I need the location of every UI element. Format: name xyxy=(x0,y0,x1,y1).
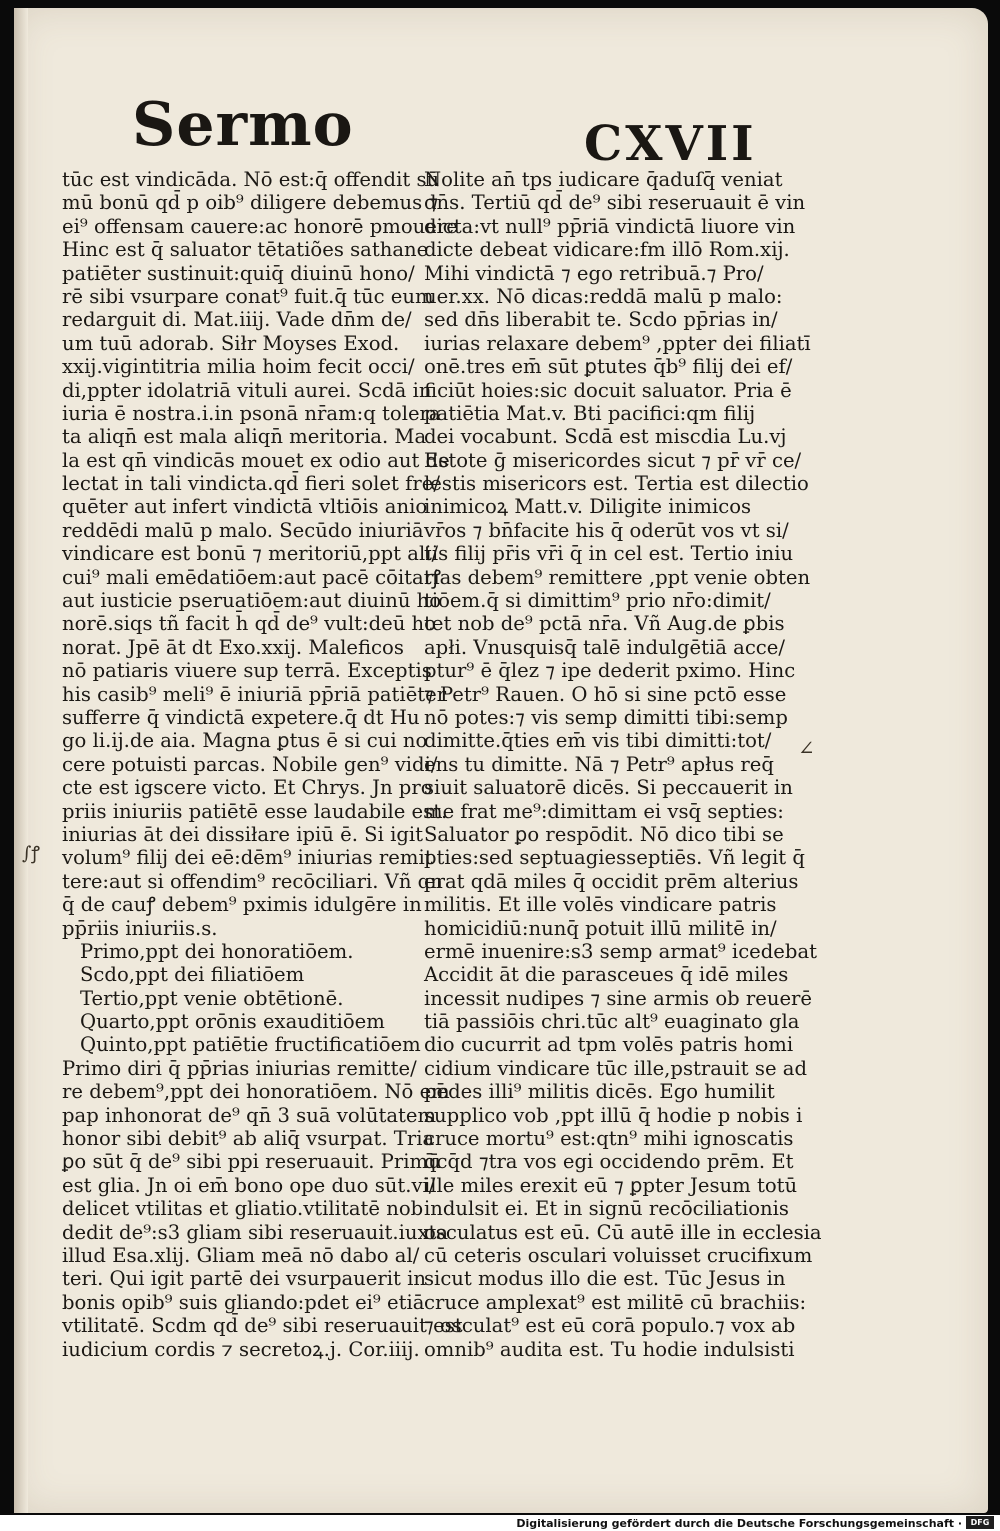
text-line: patiēter sustinuit:quiq̄ diuinū hono/ xyxy=(62,261,415,285)
text-line: cte est igscere victo. Et Chrys. Jn pro xyxy=(62,776,433,800)
text-line: pap inhonorat de⁹ qn̄ 3 suā volūtatem xyxy=(62,1103,437,1127)
text-line: sicut modus illo die est. Tūc Jesus in xyxy=(424,1267,786,1291)
text-line: go li.ij.de aia. Magna ꝑtus ē si cui no xyxy=(62,729,428,753)
text-line: Saluator ꝑo respōdit. Nō dico tibi se xyxy=(424,822,784,846)
text-line: erat qdā miles q̄ occidit prēm alterius xyxy=(424,869,799,893)
text-line: um tuū adorab. Siłr Moyses Exod. xyxy=(62,331,400,355)
text-line: osculatus est eū. Cū autē ille in ecclesia xyxy=(424,1220,822,1244)
text-line: sed dn̄s liberabit te. Scdo pp̄rias in/ xyxy=(424,308,778,332)
text-line: quēter aut infert vindictā vltiōis anio xyxy=(62,495,428,519)
text-line: aut iusticie pseruatiōem:aut diuinū ho xyxy=(62,589,442,613)
margin-note-right: ∠ xyxy=(798,736,815,760)
text-line: ⁊ Petr⁹ Rauen. O hō si sine pctō esse xyxy=(424,682,787,706)
book-page xyxy=(14,8,988,1513)
text-line: cidium vindicare tūc ille,pstrauit se ad xyxy=(424,1056,808,1080)
text-line: dimitte.q̄ties em̄ vis tibi dimitti:tot/ xyxy=(424,729,772,753)
text-line: iudicium cordis ⁊ secretoꝝ.j. Cor.iiij. xyxy=(62,1337,420,1361)
text-line: cere potuisti parcas. Nobile gen⁹ vidi/ xyxy=(62,752,438,776)
text-line: cū ceteris osculari voluisset crucifixum xyxy=(424,1243,813,1267)
text-line: illud Esa.xlij. Gliam meā nō dabo al/ xyxy=(62,1243,420,1267)
left-tail-text xyxy=(62,1056,463,1361)
text-line: tis filij pr̄is vr̄i q̄ in cel est. Tertio iniu xyxy=(424,542,794,566)
text-line: iuria ē nostra.i.in psonā nr̄am:q tolera xyxy=(62,401,441,425)
text-line: Primo diri q̄ pp̄rias iniurias remitte/ xyxy=(62,1056,417,1080)
text-line: Tertio,ppt venie obtētionē. xyxy=(80,986,344,1010)
text-line: ei⁹ offensam cauere:ac honorē pmouere xyxy=(62,214,458,238)
text-line: est glia. Jn oi em̄ bono ope duo sūt.vi/ xyxy=(62,1173,436,1197)
text-line: iniurias āt dei dissiłare ipiū ē. Si igit xyxy=(62,822,424,846)
text-line: militis. Et ille volēs vindicare patris xyxy=(424,893,777,917)
text-line: redarguit di. Mat.iiij. Vade dn̄m de/ xyxy=(62,308,412,332)
left-enumerated-list xyxy=(62,939,421,1057)
text-line: dedit de⁹:s3 gliam sibi reseruauit.iuxta xyxy=(62,1220,449,1244)
text-line: bonis opib⁹ suis gliando:pdet ei⁹ etiā xyxy=(62,1290,425,1314)
text-line: vr̄os ⁊ bn̄facite his q̄ oderūt vos vt si/ xyxy=(424,518,789,542)
text-line: nō potes:⁊ vis semp dimitti tibi:semp xyxy=(424,705,788,729)
text-line: cruce mortu⁹ est:qtn⁹ mihi ignoscatis xyxy=(424,1127,794,1151)
text-line: dio cucurrit ad tpm volēs patris homi xyxy=(424,1033,794,1057)
text-line: tūc est vindicāda. Nō est:q̄ offendit sū xyxy=(62,168,440,191)
text-line: q̄ de cauꝭ debem⁹ pximis idulgēre in xyxy=(62,893,422,917)
text-line: patiētia Mat.v. Bti pacifici:qm filij xyxy=(424,401,756,425)
text-line: Nolite an̄ tps iudicare q̄aduſq̄ veniat xyxy=(424,168,783,191)
text-line: vindicare est bonū ⁊ meritoriū,ppt ali/ xyxy=(62,542,439,566)
text-line: indulsit ei. Et in signū recōciliationis xyxy=(424,1197,789,1221)
text-line: homicidiū:nunq̄ potuit illū militē in/ xyxy=(424,916,777,940)
text-line: pp̄riis iniuriis.s. xyxy=(62,916,218,940)
text-line: Hinc est q̄ saluator tētatiões sathane xyxy=(62,238,429,262)
text-line: lestis misericors est. Tertia est dilectio xyxy=(424,472,809,496)
text-line: ermē inuenire:s3 semp armat⁹ icedebat xyxy=(424,939,818,963)
dfg-logo: DFG xyxy=(966,1516,994,1529)
text-line: vtilitatē. Scdm qd̄ de⁹ sibi reseruauit est xyxy=(62,1314,463,1338)
text-line: re debem⁹,ppt dei honoratiōem. Nō em̄ xyxy=(62,1080,450,1104)
text-line: me frat me⁹:dimittam ei vsq̄ septies: xyxy=(424,799,784,823)
text-line: dei vocabunt. Scdā est miscdia Lu.vj xyxy=(424,425,787,449)
text-line: Scdo,ppt dei filiatiōem xyxy=(80,963,305,987)
text-line: ta aliqn̄ est mala aliqn̄ meritoria. Ma xyxy=(62,425,427,449)
text-line: siuit saluatorē dicēs. Si peccauerit in xyxy=(424,776,793,800)
text-line: Quinto,ppt patiētie fructificatiōem xyxy=(80,1033,421,1057)
text-line: honor sibi debit⁹ ab aliq̄ vsurpat. Tria xyxy=(62,1127,435,1151)
text-line: norē.siqs tñ facit h̄ qd̄ de⁹ vult:deū ho xyxy=(62,612,436,636)
text-line: uer.xx. Nō dicas:reddā malū p malo: xyxy=(424,284,783,308)
text-line: pties:sed septuagiesseptiēs. Vñ legit q̄ xyxy=(424,846,805,870)
text-line: ens tu dimitte. Nā ⁊ Petr⁹ apłus req̄ xyxy=(424,752,774,776)
text-line: cui⁹ mali emēdatiōem:aut pacē cōitatꝭ xyxy=(62,565,441,589)
text-line: lectat in tali vindicta.qd̄ fieri solet fre/ xyxy=(62,472,440,496)
text-line: Quarto,ppt orōnis exauditiōem xyxy=(80,1010,385,1034)
text-line: tiōem.q̄ si dimittim⁹ prio nr̄o:dimit/ xyxy=(424,589,771,613)
running-header-left: Sermo xyxy=(132,90,354,160)
text-line: supplico vob ,ppt illū q̄ hodie p nobis i xyxy=(424,1103,803,1127)
text-line: dicte debeat vidicare:fm illō Rom.xij. xyxy=(424,238,790,262)
footer-credit: Digitalisierung gefördert durch die Deutsche Forschungsgemeinschaft · xyxy=(516,1517,962,1530)
folio-number: CXVII xyxy=(584,116,757,172)
text-line: dicta:vt null⁹ pp̄riā vindictā liuore vin xyxy=(424,214,796,238)
text-line: Primo,ppt dei honoratiōem. xyxy=(80,939,354,963)
text-line: omnib⁹ audita est. Tu hodie indulsisti xyxy=(424,1337,795,1361)
text-line: la est qn̄ vindicās mouet ex odio aut de xyxy=(62,448,450,472)
text-line: Accidit āt die parasceues q̄ idē miles xyxy=(424,963,789,987)
text-line: cruce amplexat⁹ est militē cū brachiis: xyxy=(424,1290,807,1314)
text-line: ille miles erexit eū ⁊ ꝑpter Jesum totū xyxy=(424,1173,798,1197)
text-line: rē sibi vsurpare conat⁹ fuit.q̄ tūc eum xyxy=(62,284,434,308)
text-line: tet nob de⁹ pctā nr̄a. Vñ Aug.de ꝑbis xyxy=(424,612,785,636)
text-line: rias debem⁹ remittere ,ppt venie obten xyxy=(424,565,811,589)
text-line: priis iniuriis patiētē esse laudabile est. xyxy=(62,799,448,823)
text-line: ⁊ osculat⁹ est eū corā populo.⁊ vox ab xyxy=(424,1314,796,1338)
text-line: pedes illi⁹ militis dicēs. Ego humilit xyxy=(424,1080,775,1104)
text-line: xxij.vigintitria milia hoim fecit occi/ xyxy=(62,355,415,379)
text-line: tere:aut si offendim⁹ recōciliari. Vñ qn xyxy=(62,869,443,893)
text-line: q̄cq̄d ⁊tra vos egi occidendo prēm. Et xyxy=(424,1150,794,1174)
text-line: onē.tres em̄ sūt ꝑtutes q̄b⁹ filij dei ef/ xyxy=(424,355,793,379)
text-column-right xyxy=(424,168,822,1361)
text-line: norat. Jpē āt dt Exo.xxij. Maleficos xyxy=(62,635,404,659)
text-line: di,ppter idolatriā vituli aurei. Scdā in xyxy=(62,378,432,402)
text-line: volum⁹ filij dei eē:dēm⁹ iniurias remit xyxy=(62,846,433,870)
text-line: inimicoꝝ Matt.v. Diligite inimicos xyxy=(424,495,752,519)
text-line: ꝑo sūt q̄ de⁹ sibi ppi reseruauit. Primū xyxy=(62,1150,441,1174)
text-line: his casib⁹ meli⁹ ē iniuriā pp̄riā patiēter xyxy=(62,682,447,706)
text-line: iurias relaxare debem⁹ ,ppter dei filiatī xyxy=(424,331,811,355)
text-line: delicet vtilitas et gliatio.vtilitatē nob xyxy=(62,1197,424,1221)
text-line: Mihi vindictā ⁊ ego retribuā.⁊ Pro/ xyxy=(424,261,764,285)
text-line: Estote ḡ misericordes sicut ⁊ pr̄ vr̄ ce/ xyxy=(424,448,802,472)
text-line: nō patiaris viuere sup terrā. Exceptis xyxy=(62,659,432,683)
text-line: incessit nudipes ⁊ sine armis ob reuerē xyxy=(424,986,813,1010)
text-column-left xyxy=(62,168,463,1361)
text-line: ptur⁹ ē q̄lez ⁊ ipe dederit pximo. Hinc xyxy=(424,659,796,683)
margin-note-left: ∫ꝭ xyxy=(22,843,40,864)
left-main-text xyxy=(62,168,458,940)
text-line: teri. Qui igit partē dei vsurpauerit in xyxy=(62,1267,427,1291)
text-line: ficiūt hoies:sic docuit saluator. Pria ē xyxy=(424,378,792,402)
page-binding-edge xyxy=(14,8,28,1513)
text-line: dn̄s. Tertiū qd̄ de⁹ sibi reseruauit ē vin xyxy=(424,191,806,215)
text-line: tiā passiōis chri.tūc alt⁹ euaginato gla xyxy=(424,1010,800,1034)
text-line: apłi. Vnusquisq̄ talē indulgētiā acce/ xyxy=(424,635,785,659)
text-line: mū bonū qd̄ p oib⁹ diligere debemus ⁊ xyxy=(62,191,439,215)
text-line: reddēdi malū p malo. Secūdo iniuriā xyxy=(62,518,424,542)
text-line: sufferre q̄ vindictā expetere.q̄ dt Hu xyxy=(62,705,420,729)
